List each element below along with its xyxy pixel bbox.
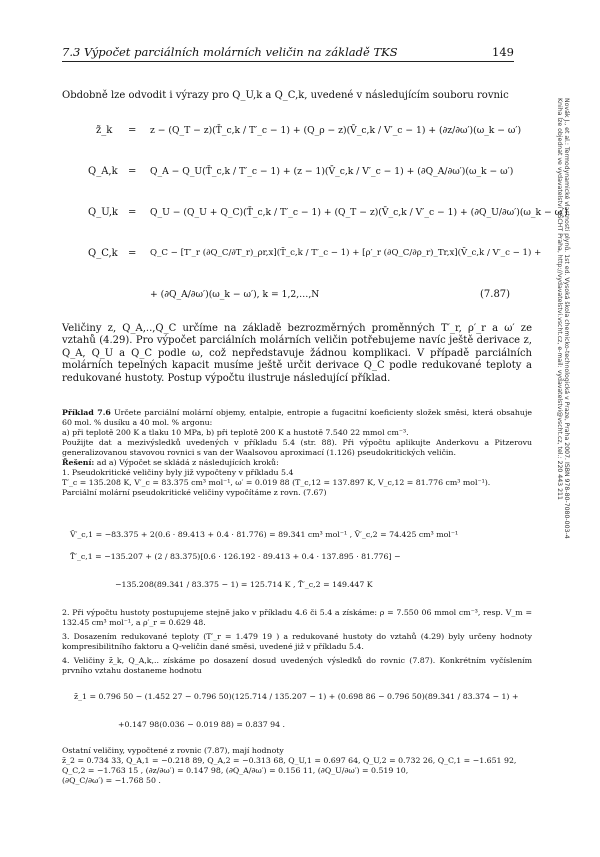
other-values-intro: Ostatní veličiny, vypočtené z rovnic (7.87), mají hodnoty — [62, 746, 284, 755]
explanation-paragraph: Veličiny z, Q_A,..,Q_C určíme na základě bezrozměrných proměnných T′_r, ρ′_r a ω′ ze vztahů (4.29). Pro výpočet parciálních molárních veličin potřebujeme navíc ještě derivace z, Q_A, Q_U a Q_C podle ω, což nepředstavuje žádnou komplikaci. V případě parciálních molárních tepelných kapacit musíme ještě určit derivace Q_C podle redukované teploty a redukované hustoty. Postup výpočtu ilustruje následující příklad. — [62, 323, 532, 384]
eq-qa-lhs: Q_A,k — [88, 166, 118, 177]
solution-intro: ad a) Výpočet se skládá z následujících kroků: — [96, 458, 279, 467]
step-2: 2. Při výpočtu hustoty postupujeme stejně jako v příkladu 4.6 či 5.4 a získáme: ρ = 7.550 06 mmol cm⁻³, resp. V_m = 132.45 cm³ mol⁻¹, a ρ′_r = 0.629 48. — [62, 608, 532, 627]
sidenote-citation: Novák J., et al.: Termodynamické vlastnosti plynů. 1st ed. Vysoká škola chemicko-technologická v Praze, Praha 2007. ISBN 978-80-7080-003-4 — [563, 98, 570, 539]
copyright-sidenote — [556, 98, 574, 758]
step-1-note: Parciální molární pseudokritické veličiny vypočítáme z rovn. (7.67) — [62, 488, 327, 497]
eq-qc-rhs-line2: + (∂Q_A/∂ω′)(ω_k − ω′), k = 1,2,…,N — [150, 289, 320, 300]
example-task: Určete parciální molární objemy, entalpie, entropie a fugacitní koeficienty složek směsi, která obsahuje 60 mol. % dusíku a 40 mol. % argonu: — [62, 408, 532, 427]
running-header — [62, 45, 514, 62]
step-4: 4. Veličiny z̃_k, Q_A,k,.. získáme po dosazení dosud uvedených výsledků do rovnic (7.87). Konkrétním vyčíslením prvního vztahu dostaneme hodnotu — [62, 656, 532, 675]
sidenote-order-info: Kniha lze objednat ve vydavatelství VŠCHT Praha, http://vydavatelstvi.vscht.cz, e-mail: vydavatelstvi@vscht.cz, tel.: 220 443 211 — [556, 98, 563, 500]
step-3: 3. Dosazením redukované teploty (T′_r = 1.479 19 ) a redukované hustoty do vztahů (4.29) byly určeny hodnoty kompresibilitního faktoru a Q-veličin dané směsi, uvedené již v příkladu 5.4. — [62, 632, 532, 651]
calc-z1-line1: z̃_1 = 0.796 50 − (1.452 27 − 0.796 50)(125.714 / 135.207 − 1) + (0.698 86 − 0.796 50)(89.341 / 83.374 − 1) + — [74, 692, 519, 701]
calc-partial-temp-line2: −135.208(89.341 / 83.375 − 1) = 125.714 K , T̄′_c,2 = 149.447 K — [115, 580, 373, 589]
eq-qc-lhs: Q_C,k — [88, 248, 118, 259]
other-values-line2: Q_C,2 = −1.763 15 , (∂z/∂ω′) = 0.147 98, (∂Q_A/∂ω′) = 0.156 11, (∂Q_U/∂ω′) = 0.519 10, — [62, 766, 409, 775]
eq-qu-lhs: Q_U,k — [88, 207, 118, 218]
page-number: 149 — [492, 45, 514, 59]
example-conditions: a) při teplotě 200 K a tlaku 10 MPa, b) při teplotě 200 K a hustotě 7.540 22 mmol cm⁻³. — [62, 428, 409, 437]
eq-z-lhs: z̃_k — [96, 125, 113, 136]
equation-number: (7.87) — [480, 289, 511, 300]
solution-label: Řešení: — [62, 458, 95, 467]
other-values-line1: z̃_2 = 0.734 33, Q_A,1 = −0.218 89, Q_A,2 = −0.313 68, Q_U,1 = 0.697 64, Q_U,2 = 0.732 26, Q_C,1 = −1.651 92, — [62, 756, 517, 765]
eq-qa-rhs: Q_A − Q_U(T̄_c,k / T′_c − 1) + (z − 1)(V̄_c,k / V′_c − 1) + (∂Q_A/∂ω′)(ω_k − ω′) — [150, 166, 514, 177]
step-1-values: T′_c = 135.208 K, V′_c = 83.375 cm³ mol⁻¹, ω′ = 0.019 88 (T_c,12 = 137.897 K, V_c,12 = 81.776 cm³ mol⁻¹). — [62, 478, 491, 487]
other-values-block — [62, 746, 532, 786]
eq-qc-rhs-line1: Q_C − [T′_r (∂Q_C/∂T_r)_ρr,x](T̄_c,k / T′_c − 1) + [ρ′_r (∂Q_C/∂ρ_r)_Tr,x](V̄_c,k / V′_c − 1) + — [150, 248, 542, 258]
calc-z1-line2: +0.147 98(0.036 − 0.019 88) = 0.837 94 . — [118, 720, 286, 729]
intro-sentence: Obdobně lze odvodit i výrazy pro Q_U,k a Q_C,k, uvedené v následujícím souboru rovnic — [62, 90, 509, 101]
calc-partial-temp-line1: T̄′_c,1 = −135.207 + (2 / 83.375)[0.6 · 126.192 · 89.413 + 0.4 · 137.895 · 81.776] − — [70, 552, 401, 561]
eq-z-rhs: z − (Q_T − z)(T̄_c,k / T′_c − 1) + (Q_ρ − z)(V̄_c,k / V′_c − 1) + (∂z/∂ω′)(ω_k − ω′) — [150, 125, 522, 136]
section-title: 7.3 Výpočet parciálních molárních veličin na základě TKS — [62, 45, 398, 59]
example-instructions: Použijte dat a mezivýsledků uvedených v příkladu 5.4 (str. 88). Při výpočtu aplikujte Anderkovu a Pitzerovu generalizovanou stavovou rovnici s van der Waalsovou aproximací (1.126) pseudokritických veličin. — [62, 438, 532, 457]
calc-partial-volume: V̄′_c,1 = −83.375 + 2(0.6 · 89.413 + 0.4 · 81.776) = 89.341 cm³ mol⁻¹ , V̄′_c,2 = 74.425 cm³ mol⁻¹ — [70, 530, 459, 539]
example-block — [62, 408, 532, 498]
example-title: Příklad 7.6 — [62, 408, 111, 417]
step-1-title: 1. Pseudokritické veličiny byly již vypočteny v příkladu 5.4 — [62, 468, 294, 477]
eq-qu-rhs: Q_U − (Q_U + Q_C)(T̄_c,k / T′_c − 1) + (Q_T − z)(V̄_c,k / V′_c − 1) + (∂Q_U/∂ω′)(ω_k − ω′) — [150, 207, 568, 218]
other-values-line3: (∂Q_C/∂ω′) = −1.768 50 . — [62, 776, 161, 785]
book-page: 7.3 Výpočet parciálních molárních veličin na základě TKS 149 Novák J., et al.: Termodynamické vlastnosti plynů. 1st ed. Vysoká škola chemicko-technologická v Praze, Praha 2007. ISBN 978-80-7080-003-4 Kniha lze objednat ve vydavatelství VŠCHT Praha, http://vydavatelstvi.vscht.cz, e-mail: vydavatelstvi@vscht.cz, tel.: 220 443 211 Obdobně lze odvodit i výrazy pro Q_U,k a Q_C,k, uvedené v následujícím souboru rovnic z̃_k = z − (Q_T − z)(T̄_c,k / T′_c − 1) + (Q_ρ − z)(V̄_c,k / V′_c − 1) + (∂z/∂ω′)(ω_k − ω′) Q_A,k = Q_A − Q_U(T̄_c,k / T′_c − 1) + (z − 1)(V̄_c,k / V′_c − 1) + (∂Q_A/∂ω′)(ω_k − ω′) Q_U,k = Q_U − (Q_U + Q_C)(T̄_c,k / T′_c − 1) + (Q_T − z)(V̄_c,k / V′_c − 1) + (∂Q_U/∂ω′)(ω_k − ω′) Q_C,k = Q_C − [T′_r (∂Q_C/∂T_r)_ρr,x](T̄_c,k / T′_c − 1) + [ρ′_r (∂Q_C/∂ρ_r)_Tr,x](V̄_c,k / V′_c − 1) + + (∂Q_A/∂ω′)(ω_k − ω′), k = 1,2,…,N (7.87) Veličiny z, Q_A,..,Q_C určíme na základě bezrozměrných proměnných T′_r, ρ′_r a ω′ ze vztahů (4.29). Pro výpočet parciálních molárních veličin potřebujeme navíc ještě derivace z, Q_A, Q_U a Q_C podle ω, což nepředstavuje žádnou komplikaci. V případě parciálních molárních tepelných kapacit musíme ještě určit derivace Q_C podle redukované teploty a redukované hustoty. Postup výpočtu ilustruje následující příklad. Příklad 7.6 Určete parciální molární objemy, entalpie, entropie a fugacitní koeficienty složek směsi, která obsahuje 60 mol. % dusíku a 40 mol. % argonu: a) při teplotě 200 K a tlaku 10 MPa, b) při teplotě 200 K a hustotě 7.540 22 mmol cm⁻³. Použijte dat a mezivýsledků uvedených v příkladu 5.4 (str. 88). Při výpočtu aplikujte Anderkovu a Pitzerovu generalizovanou stavovou rovnici s van der Waalsovou aproximací (1.126) pseudokritických veličin. Řešení: ad a) Výpočet se skládá z následujících kroků: 1. Pseudokritické veličiny byly již vypočteny v příkladu 5.4 T′_c = 135.208 K, V′_c = 83.375 cm³ mol⁻¹, ω′ = 0.019 88 (T_c,12 = 137.897 K, V_c,12 = 81.776 cm³ mol⁻¹). Parciální molární pseudokritické veličiny vypočítáme z rovn. (7.67) V̄′_c,1 = −83.375 + 2(0.6 · 89.413 + 0.4 · 81.776) = 89.341 cm³ mol⁻¹ , V̄′_c,2 = 74.425 cm³ mol⁻¹ T̄′_c,1 = −135.207 + (2 / 83.375)[0.6 · 126.192 · 89.413 + 0.4 · 137.895 · 81.776] − −135.208(89.341 / 83.375 − 1) = 125.714 K , T̄′_c,2 = 149.447 K 2. Při výpočtu hustoty postupujeme stejně jako v příkladu 4.6 či 5.4 a získáme: ρ = 7.550 06 mmol cm⁻³, resp. V_m = 132.45 cm³ mol⁻¹, a ρ′_r = 0.629 48. 3. Dosazením redukované teploty (T′_r = 1.479 19 ) a redukované hustoty do vztahů (4.29) byly určeny hodnoty kompresibilitního faktoru a Q-veličin dané směsi, uvedené již v příkladu 5.4. 4. Veličiny z̃_k, Q_A,k,.. získáme po dosazení dosud uvedených výsledků do rovnic (7.87). Konkrétním vyčíslením prvního vztahu dostaneme hodnotu z̃_1 = 0.796 50 − (1.452 27 − 0.796 50)(125.714 / 135.207 − 1) + (0.698 86 − 0.796 50)(89.341 / 83.374 − 1) + +0.147 98(0.036 − 0.019 88) = 0.837 94 . Ostatní veličiny, vypočtené z rovnic (7.87), mají hodnoty z̃_2 = 0.734 33, Q_A,1 = −0.218 89, Q_A,2 = −0.313 68, Q_U,1 = 0.697 64, Q_U,2 = 0.732 26, Q_C,1 = −1.651 92, Q_C,2 = −1.763 15 , (∂z/∂ω′) = 0.147 98, (∂Q_A/∂ω′) = 0.156 11, (∂Q_U/∂ω′) = 0.519 10, (∂Q_C/∂ω′) = −1.768 50 . — [0, 0, 600, 857]
